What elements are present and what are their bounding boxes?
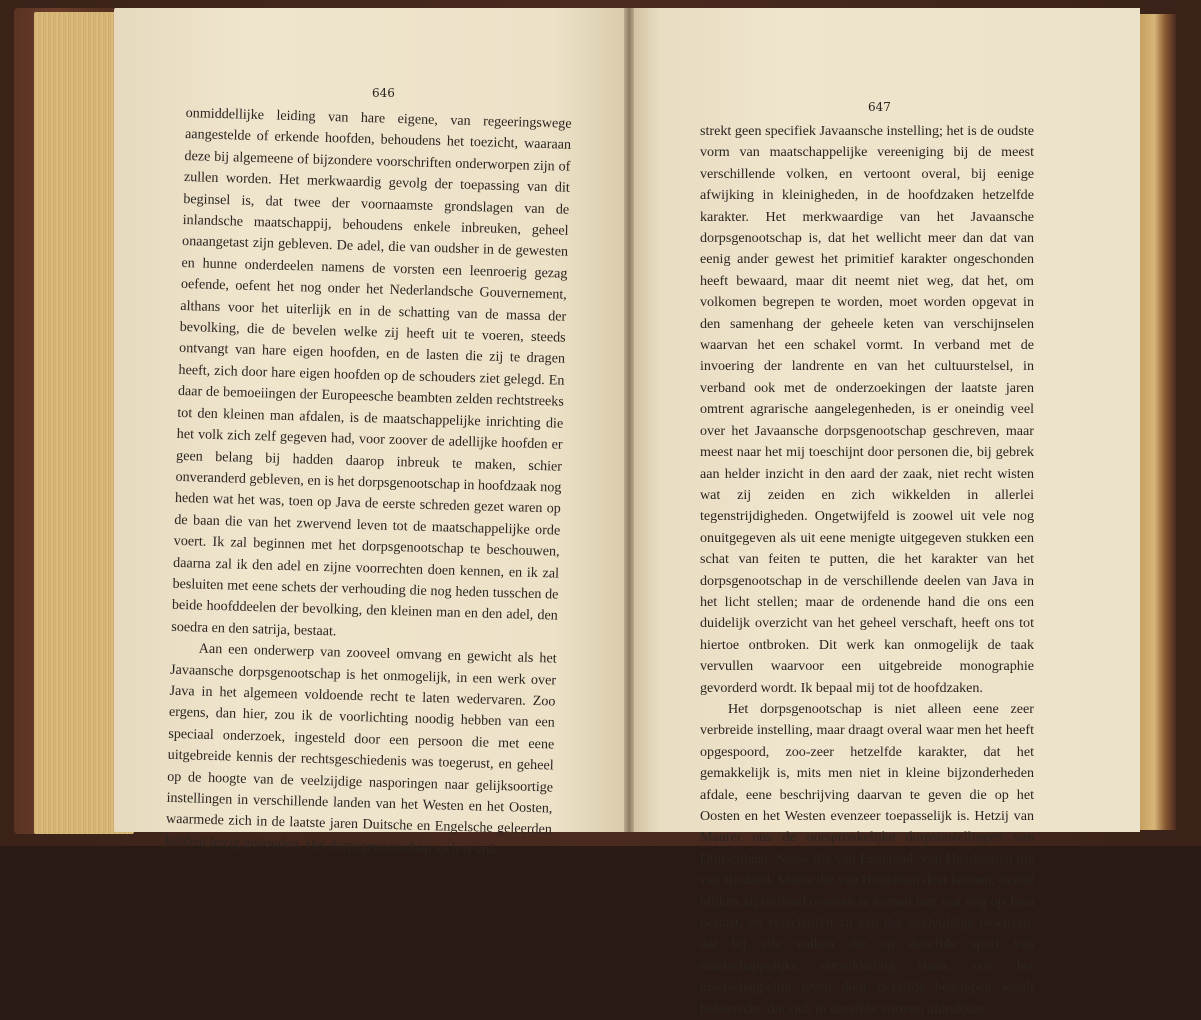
right-page-number: 647	[868, 100, 891, 114]
left-paragraph-2: Aan een onderwerp van zooveel omvang en gewicht als het Javaansche dorpsgenootschap is het onmogelijk, in een werk over Java in het algemeen voldoende recht te laten wedervaren. Zoo ergens, dan hier, zou ik de voorlichting noodig hebben van een speciaal onderzoek, ingesteld door een persoon die met eene uitgebreide kennis der rechtsgeschiedenis was toegerust, en geheel op de hoogte van de veelzijdige nasporingen naar gelijksoortige instellingen in verschillende landen van het Westen en het Oosten, waarmede zich in de laatste jaren Duitsche en Engelsche geleerden hebben bezig gehouden. Het dorpsgenootschap toch is vol-	[165, 640, 557, 858]
left-paragraph-1: onmiddellijke leiding van hare eigene, van regeeringswege aangestelde of erkende hoofden, behoudens het toezicht, waaraan deze bij algemeene of bijzondere voorschriften onderworpen zijn of zullen worden. Het merkwaardig gevolg der toepassing van dit beginsel is, dat twee der voornaamste grondslagen van de inlandsche maatschappij, behoudens enkele inbreuken, geheel onaangetast zijn gebleven. De adel, die van oudsher in de gewesten en hunne onderdeelen namens de vorsten een leenroerig gezag oefende, oefent het nog onder het Nederlandsche Gouvernement, althans voor het uiterlijk en in de schatting van de massa der bevolking, die de bevelen welke zij heeft uit te voeren, steeds ontvangt van hare eigen hoofden, en de lasten die zij te dragen heeft, zich door hare eigen hoofden op de schouders ziet gelegd. En daar de bemoeiingen der Europeesche beambten zelden rechtstreeks tot den kleinen man afdalen, is de maatschappelijke inrichting die het volk zich zelf gegeven had, voor zoover de adellijke hoofden er geen belang bij hadden daarop inbreuk te maken, schier onveranderd gebleven, en is het dorpsgenootschap in hoofdzaak nog heden wat het was, toen op Java de eerste schreden gezet waren op de baan die van het zwervend leven tot de maatschappelijke orde voert. Ik zal beginnen met het dorpsgenootschap te beschouwen, daarna zal ik den adel en zijne voorrechten doen kennen, en ik zal besluiten met eene schets der verhouding die nog heden tusschen de beide hoofddeelen der bevolking, den kleinen man en den adel, den soedra en den satrija, bestaat.	[171, 104, 572, 640]
book-gutter	[624, 8, 634, 832]
right-page-text	[700, 121, 1034, 1020]
left-page-text	[165, 103, 572, 863]
right-paragraph-1: strekt geen specifiek Javaansche instelling; het is de oudste vorm van maatschappelijke vereeniging bij de meest verschillende volken, en vertoont overal, bij eenige afwijking in kleinigheden, in de hoofdzaken hetzelfde karakter. Het merkwaardige van het Javaansche dorpsgenootschap is, dat het wellicht meer dan dat van eenig ander gewest het primitief karakter ongeschonden heeft bewaard, maar dit neemt niet weg, dat het, om volkomen begrepen te worden, moet worden opgevat in den samenhang der geheele keten van verschijnselen waarvan het een schakel vormt. In verband met de invoering der landrente en van het cultuurstelsel, in verband ook met de onderzoekingen der laatste jaren omtrent agrarische aangelegenheden, is er oneindig veel over het Javaansche dorpsgenootschap geschreven, maar meest naar het mij toeschijnt door personen die, bij gebrek aan helder inzicht in den aard der zaak, niet recht wisten wat zij zeiden en zich wikkelden in allerlei tegenstrijdigheden. Ongetwijfeld is zoowel uit vele nog onuitgegeven als uit eene menigte uitgegeven stukken een schat van feiten te putten, die het karakter van het dorpsgenootschap in de verschillende deelen van Java in het licht stellen; maar de ordenende hand die ons een duidelijk overzicht van het geheel verschaft, heeft ons tot hiertoe ontbroken. Dit werk kan onmogelijk de taak vervullen waarvoor een uitgebreide monographie gevorderd wordt. Ik bepaal mij tot de hoofdzaken.	[700, 123, 1034, 696]
left-page-number: 646	[372, 86, 395, 100]
right-paragraph-2: Het dorpsgenootschap is niet alleen eene zeer verbreide instelling, maar draagt overal waar men het heeft opgespoord, zoo-zeer hetzelfde karakter, dat het gemakkelijk is, mits men niet in kleine bijzonderheden afdale, eene beschrijving daarvan te geven die op het Oosten en het Westen evenzeer toepasselijk is. Hetzij van Maurer ons de oorspronkelijke dorpsinstellingen van Duitschland, Nasse die van Engeland, von Haxthausen die van Rusland, Maine die van Hindostan doet kennen, overal blijken zij treffend overeen te komen met wat nog op Java bestaat, en verschaffen zij een der veelvuldige bewijzen, dat bij alle volken die op dezelfde sport van maatschappelijke ontwikkeling staan, ook het maatschappelijk leven door dezelfde begrippen wordt beheerscht, die zich in dezelfde vormen afdrukken.	[700, 700, 1034, 1017]
book-cover-right	[1140, 14, 1176, 830]
